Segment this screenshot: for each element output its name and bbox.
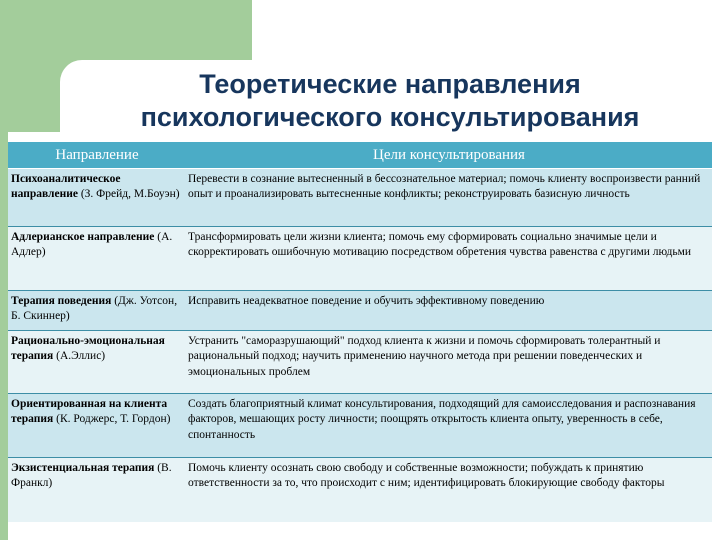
direction-authors: (Дж. Уотсон, Б. Скиннер) xyxy=(11,295,178,323)
title-line-1: Теоретические направления xyxy=(199,69,581,99)
decorative-green-strip xyxy=(0,0,8,540)
header-direction: Направление xyxy=(8,142,186,169)
table-row xyxy=(8,331,712,394)
goals-cell: Создать благоприятный климат консультирования, подходящий для самоисследования и распознавания факторов, мешающих росту личности; поощрять открытость клиента опыту, уверенность в себе, спонтанность xyxy=(186,394,712,458)
direction-authors: (З. Фрейд, М.Боуэн) xyxy=(77,188,180,201)
slide-title xyxy=(60,68,720,134)
goals-cell: Перевести в сознание вытесненный в бессознательное материал; помочь клиенту воспроизвести ранний опыт и проанализировать вытесненные конфликты; реконструировать базисную личность xyxy=(186,169,712,227)
direction-cell xyxy=(8,458,186,522)
table-row xyxy=(8,291,712,331)
table-row xyxy=(8,169,712,227)
direction-name: Адлерианское направление xyxy=(11,231,155,243)
header-goals: Цели консультирования xyxy=(186,142,712,169)
direction-authors: (В. Франкл) xyxy=(11,462,172,490)
goals-cell: Трансформировать цели жизни клиента; помочь ему сформировать социально значимые цели и скорректировать ошибочную мотивацию посредством обретения чувства равенства с другими людьми xyxy=(186,227,712,291)
goals-cell: Помочь клиенту осознать свою свободу и собственные возможности; побуждать к принятию ответственности за то, что происходит с ним; идентифицировать блокирующие свободу факторы xyxy=(186,458,712,522)
direction-authors: (К. Роджерс, Т. Гордон) xyxy=(53,413,171,426)
direction-name: Рационально-эмоциональная терапия xyxy=(11,335,165,363)
title-line-2: психологического консультирования xyxy=(140,102,640,132)
table-row xyxy=(8,458,712,522)
table-header-row xyxy=(8,142,712,169)
direction-cell xyxy=(8,291,186,331)
direction-authors: (А.Эллис) xyxy=(53,350,106,363)
direction-name: Экзистенциальная терапия xyxy=(11,462,155,474)
direction-cell xyxy=(8,169,186,227)
direction-cell xyxy=(8,227,186,291)
direction-name: Ориентированная на клиента терапия xyxy=(11,398,168,426)
direction-cell xyxy=(8,394,186,458)
table-row xyxy=(8,227,712,291)
direction-cell xyxy=(8,331,186,394)
direction-authors: (А. Адлер) xyxy=(11,231,173,259)
goals-cell: Устранить "саморазрушающий" подход клиента к жизни и помочь сформировать толерантный и рациональный подход; научить применению научного метода при решении поведенческих и эмоциональных проблем xyxy=(186,331,712,394)
direction-name: Терапия поведения xyxy=(11,295,112,307)
goals-cell: Исправить неадекватное поведение и обучить эффективному поведению xyxy=(186,291,712,331)
table-row xyxy=(8,394,712,458)
direction-name: Психоаналитическое направление xyxy=(11,173,121,201)
counseling-directions-table xyxy=(8,142,712,522)
